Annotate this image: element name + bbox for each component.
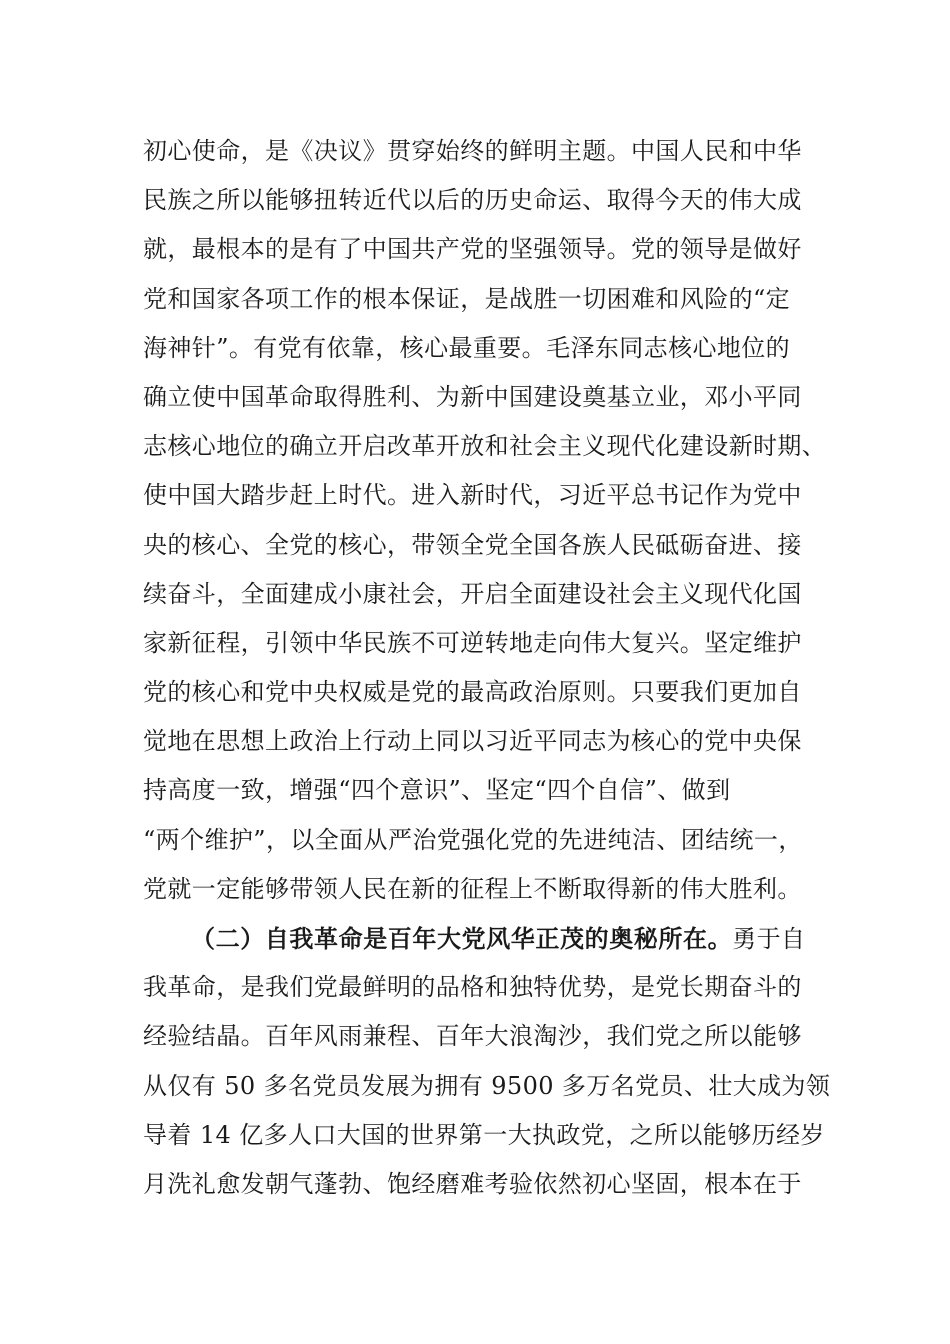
text-line: 就，最根本的是有了中国共产党的坚强领导。党的领导是做好 xyxy=(143,235,802,264)
text-line: 觉地在思想上政治上行动上同以习近平同志为核心的党中央保 xyxy=(143,727,802,756)
text-line: 党就一定能够带领人民在新的征程上不断取得新的伟大胜利。 xyxy=(143,874,802,903)
text-line: 志核心地位的确立开启改革开放和社会主义现代化建设新时期、 xyxy=(143,432,827,461)
section-heading-line xyxy=(143,914,823,963)
text-line: 使中国大踏步赶上时代。进入新时代，习近平总书记作为党中 xyxy=(143,481,802,510)
text-line: “两个维护”，以全面从严治党强化党的先进纯洁、团结统一， xyxy=(143,825,803,854)
text-line: 家新征程，引领中华民族不可逆转地走向伟大复兴。坚定维护 xyxy=(143,628,802,657)
text-line: 从仅有 50 多名党员发展为拥有 9500 多万名党员、壮大成为领 xyxy=(143,1071,831,1100)
text-line: 续奋斗，全面建成小康社会，开启全面建设社会主义现代化国 xyxy=(143,579,802,608)
text-line: 党和国家各项工作的根本保证，是战胜一切困难和风险的“定 xyxy=(143,284,791,313)
text-line: 导着 14 亿多人口大国的世界第一大执政党，之所以能够历经岁 xyxy=(143,1120,825,1149)
section-first-line-text: 勇于自 xyxy=(732,925,806,953)
section-heading: （二）自我革命是百年大党风华正茂的奥秘所在。 xyxy=(191,924,733,953)
text-line: 持高度一致，增强“四个意识”、坚定“四个自信”、做到 xyxy=(143,776,731,805)
text-line: 初心使命，是《决议》贯穿始终的鲜明主题。中国人民和中华 xyxy=(143,137,802,165)
text-line: 民族之所以能够扭转近代以后的历史命运、取得今天的伟大成 xyxy=(143,186,802,215)
text-line: 确立使中国革命取得胜利、为新中国建设奠基立业，邓小平同 xyxy=(143,382,802,411)
text-line: 海神针”。有党有依靠，核心最重要。毛泽东同志核心地位的 xyxy=(143,333,791,362)
text-line: 党的核心和党中央权威是党的最高政治原则。只要我们更加自 xyxy=(143,678,802,707)
body-text xyxy=(143,127,831,1209)
text-line: 月洗礼愈发朝气蓬勃、饱经磨难考验依然初心坚固，根本在于 xyxy=(143,1169,802,1198)
text-line: 我革命，是我们党最鲜明的品格和独特优势，是党长期奋斗的 xyxy=(143,973,802,1002)
text-line: 央的核心、全党的核心，带领全党全国各族人民砥砺奋进、接 xyxy=(143,530,802,559)
text-line: 经验结晶。百年风雨兼程、百年大浪淘沙，我们党之所以能够 xyxy=(143,1022,802,1051)
